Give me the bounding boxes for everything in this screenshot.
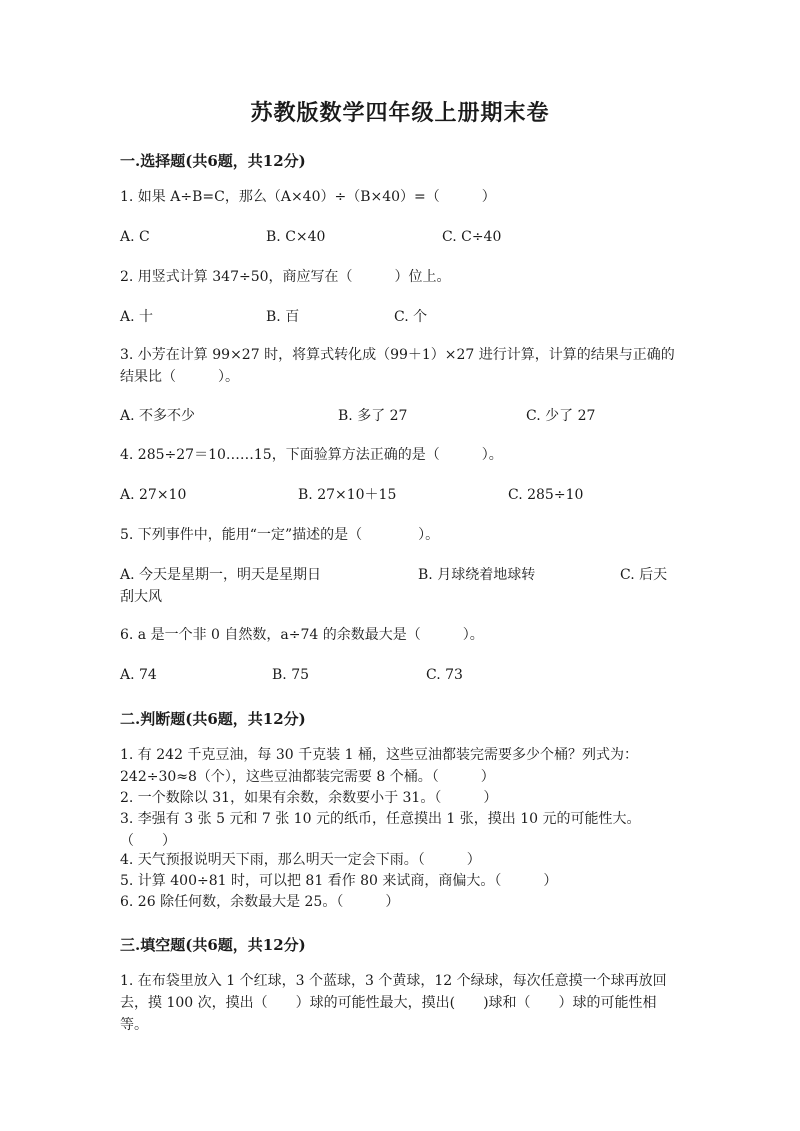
section-heading-fill: 三.填空题(共6题，共12分) <box>120 936 306 954</box>
option-c: C. 后天 <box>620 567 668 583</box>
judge-2: 2. 一个数除以 31，如果有余数，余数要小于 31。（ ） <box>120 790 498 806</box>
question-5: 5. 下列事件中，能用“一定”描述的是（ ）。 <box>120 527 440 543</box>
question-4: 4. 285÷27＝10……15，下面验算方法正确的是（ ）。 <box>120 447 503 463</box>
question-6: 6. a 是一个非 0 自然数，a÷74 的余数最大是（ ）。 <box>120 627 484 643</box>
judge-3: 3. 李强有 3 张 5 元和 7 张 10 元的纸币，任意摸出 1 张，摸出 10 元的可能性大。 （ ） <box>120 811 676 849</box>
section-heading-judge: 二.判断题(共6题，共12分) <box>120 710 306 728</box>
option-c: C. 73 <box>426 667 463 683</box>
options-q5 <box>0 564 800 586</box>
options-q4 <box>0 484 800 506</box>
fill-1: 1. 在布袋里放入 1 个红球，3 个蓝球，3 个黄球，12 个绿球，每次任意摸一个球再放回去，摸 100 次，摸出（ ）球的可能性最大，摸出( )球和（ ）球的可能性相等。 <box>120 973 667 1033</box>
option-a: A. 27×10 <box>120 487 187 503</box>
question-3: 3. 小芳在计算 99×27 时，将算式转化成（99＋1）×27 进行计算，计算的结果与正确的结果比（ ）。 <box>120 347 675 385</box>
option-b: B. 月球绕着地球转 <box>418 567 536 583</box>
option-a: A. 74 <box>120 667 157 683</box>
options-q2 <box>0 306 800 328</box>
question-2: 2. 用竖式计算 347÷50，商应写在（ ）位上。 <box>120 269 451 285</box>
option-c-wrap: 刮大风 <box>120 589 162 605</box>
options-q1 <box>0 226 800 248</box>
option-b: B. 多了 27 <box>338 408 408 424</box>
judge-4: 4. 天气预报说明天下雨，那么明天一定会下雨。（ ） <box>120 852 481 868</box>
option-c: C. 个 <box>394 309 428 325</box>
options-q3 <box>0 405 800 427</box>
option-a: A. 十 <box>120 309 154 325</box>
page-title: 苏教版数学四年级上册期末卷 <box>250 100 550 126</box>
option-c: C. C÷40 <box>442 229 502 245</box>
option-b: B. C×40 <box>266 229 326 245</box>
option-b: B. 75 <box>272 667 310 683</box>
option-c: C. 285÷10 <box>508 487 584 503</box>
judge-1: 1. 有 242 千克豆油，每 30 千克装 1 桶，这些豆油都装完需要多少个桶？列式为：242÷30≈8（个），这些豆油都装完需要 8 个桶。（ ） <box>120 747 638 785</box>
option-a: A. 今天是星期一，明天是星期日 <box>120 567 322 583</box>
judge-6: 6. 26 除任何数，余数最大是 25。（ ） <box>120 894 400 910</box>
option-b: B. 27×10＋15 <box>298 487 397 503</box>
options-q6 <box>0 664 800 686</box>
option-c: C. 少了 27 <box>526 408 596 424</box>
judge-5: 5. 计算 400÷81 时，可以把 81 看作 80 来试商，商偏大。（ ） <box>120 873 558 889</box>
option-a: A. C <box>120 229 150 245</box>
option-b: B. 百 <box>266 309 300 325</box>
question-1: 1. 如果 A÷B=C，那么（A×40）÷（B×40）=（ ） <box>120 189 496 205</box>
section-heading-choice: 一.选择题(共6题，共12分) <box>120 152 306 170</box>
option-a: A. 不多不少 <box>120 408 196 424</box>
